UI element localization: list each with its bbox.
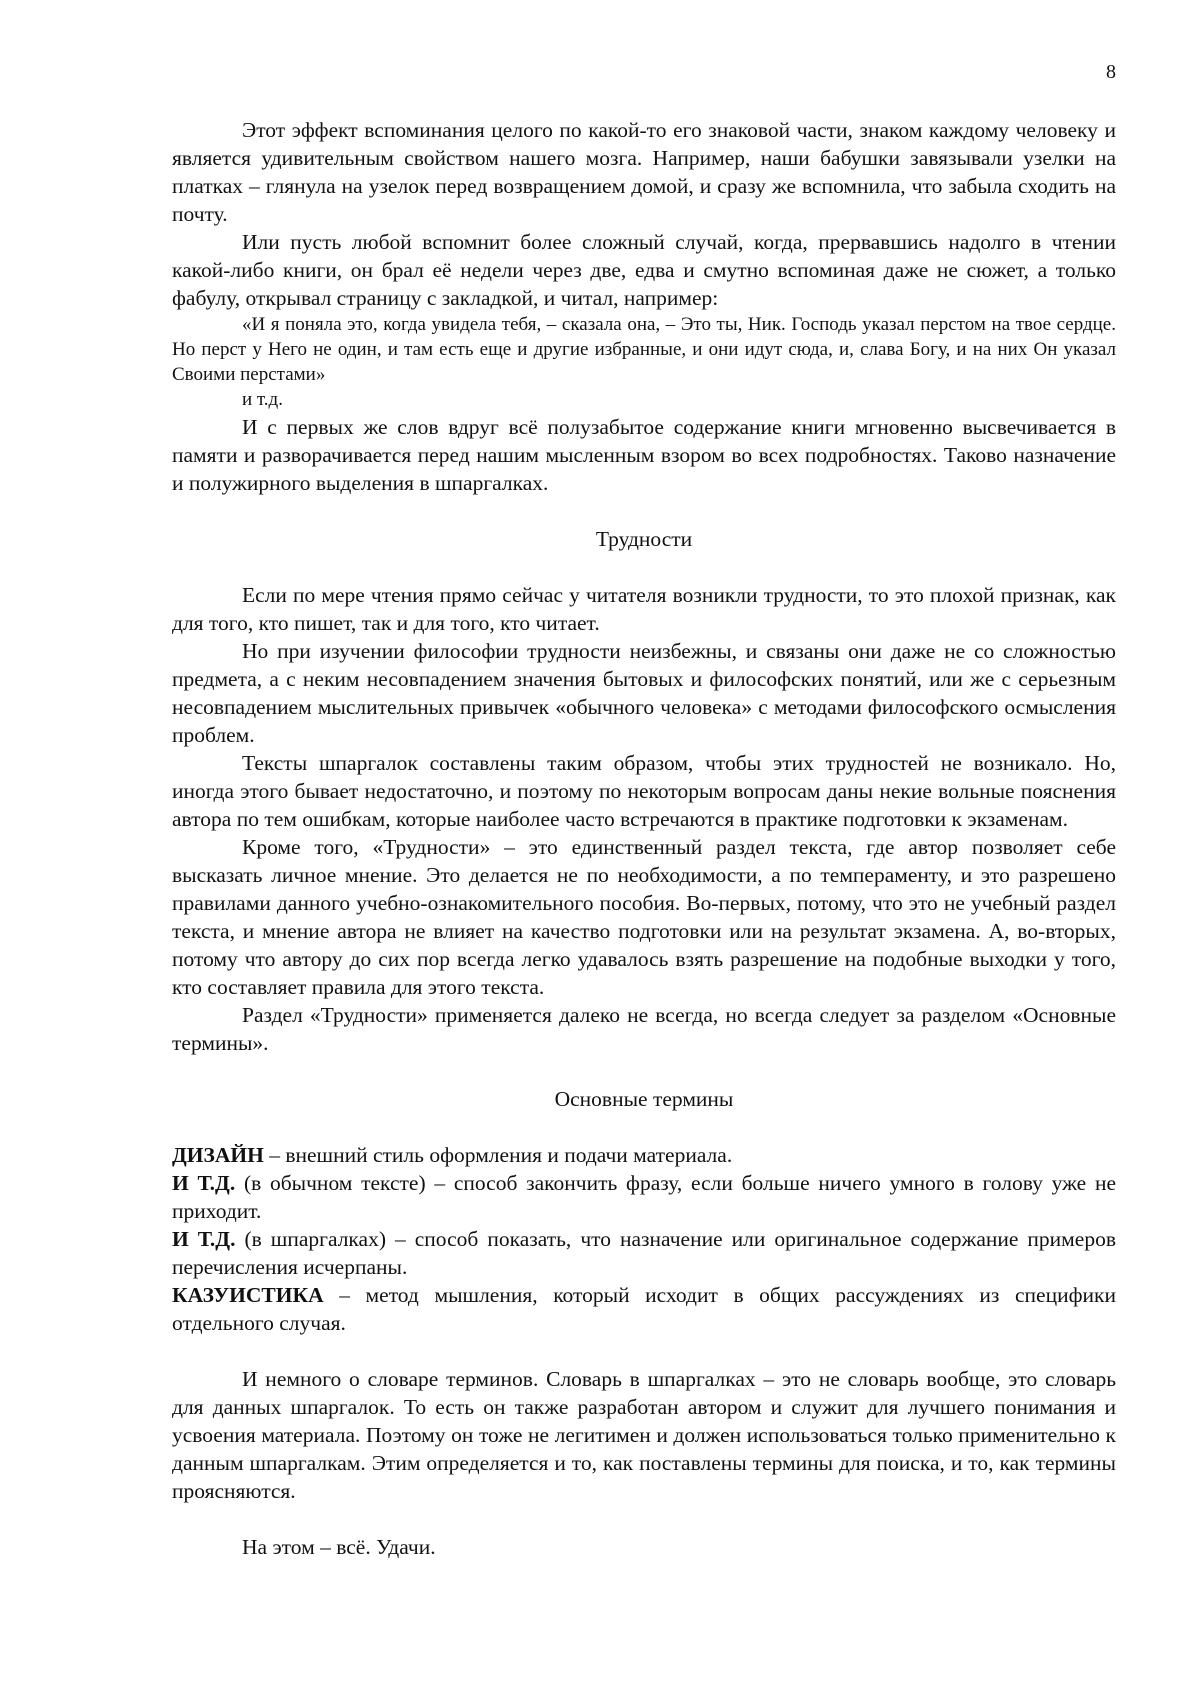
- term-entry: [172, 1141, 1116, 1169]
- term-definition: – метод мышления, который исходит в общих рассуждениях из специфики отдельного случая.: [172, 1283, 1116, 1335]
- term-list: [172, 1141, 1116, 1337]
- quote-continuation: и т.д.: [242, 389, 283, 410]
- paragraph: Кроме того, «Трудности» – это единственный раздел текста, где автор позволяет себе высказать личное мнение. Это делается не по необходимости, а по темпераменту, и это разрешено правилами данного учебно-ознакомительного пособия. Во-первых, потому, что это не учебный раздел текста, и мнение автора не влияет на качество подготовки или на результат экзамена. А, во-вторых, потому что автору до сих пор всегда легко удавалось взять разрешение на подобные выходки у того, кто составляет правила для этого текста.: [172, 835, 1116, 999]
- term-definition: – внешний стиль оформления и подачи материала.: [263, 1143, 733, 1167]
- section-heading-difficulties: Трудности: [595, 527, 693, 551]
- section-heading-terms: Основные термины: [554, 1087, 734, 1111]
- paragraph: Раздел «Трудности» применяется далеко не всегда, но всегда следует за разделом «Основные термины».: [172, 1003, 1116, 1055]
- term-entry: [172, 1225, 1116, 1281]
- paragraph: Но при изучении философии трудности неизбежны, и связаны они даже не со сложностью предмета, а с неким несовпадением значения бытовых и философских понятий, или же с серьезным несовпадением мыслительных привычек «обычного человека» с методами философского осмысления проблем.: [172, 639, 1116, 747]
- paragraph: Этот эффект вспоминания целого по какой-то его знаковой части, знаком каждому человеку и является удивительным свойством нашего мозга. Например, наши бабушки завязывали узелки на платках – глянула на узелок перед возвращением домой, и сразу же вспомнила, что забыла сходить на почту.: [172, 118, 1116, 226]
- term-name: КАЗУИСТИКА: [172, 1283, 324, 1307]
- term-name: И Т.Д.: [172, 1227, 236, 1251]
- book-quote: «И я поняла это, когда увидела тебя, – сказала она, – Это ты, Ник. Господь указал перстом на твое сердце. Но перст у Него не один, и там есть еще и другие избранные, и они идут сюда, и, слава Богу, и на них Он указал Своими перстами»: [172, 314, 1116, 385]
- term-definition: (в обычном тексте) – способ закончить фразу, если больше ничего умного в голову уже не приходит.: [172, 1171, 1116, 1223]
- term-entry: [172, 1281, 1116, 1337]
- term-definition: (в шпаргалках) – способ показать, что назначение или оригинальное содержание примеров перечисления исчерпаны.: [172, 1227, 1116, 1279]
- term-name: И Т.Д.: [172, 1171, 236, 1195]
- paragraph: Или пусть любой вспомнит более сложный случай, когда, прервавшись надолго в чтении какой-либо книги, он брал её недели через две, едва и смутно вспоминая даже не сюжет, а только фабулу, открывал страницу с закладкой, и читал, например:: [172, 230, 1116, 310]
- farewell-line: На этом – всё. Удачи.: [242, 1535, 436, 1559]
- paragraph: Если по мере чтения прямо сейчас у читателя возникли трудности, то это плохой признак, как для того, кто пишет, так и для того, кто читает.: [172, 583, 1116, 635]
- paragraph: Тексты шпаргалок составлены таким образом, чтобы этих трудностей не возникало. Но, иногда этого бывает недостаточно, и поэтому по некоторым вопросам даны некие вольные пояснения автора по тем ошибкам, которые наиболее часто встречаются в практике подготовки к экзаменам.: [172, 751, 1116, 831]
- page-number: 8: [1106, 61, 1116, 83]
- page-body: [172, 116, 1116, 1561]
- paragraph: И с первых же слов вдруг всё полузабытое содержание книги мгновенно высвечивается в памяти и разворачивается перед нашим мысленным взором во всех подробностях. Таково назначение и полужирного выделения в шпаргалках.: [172, 415, 1116, 495]
- term-name: ДИЗАЙН: [172, 1143, 264, 1167]
- paragraph: И немного о словаре терминов. Словарь в шпаргалках – это не словарь вообще, это словарь для данных шпаргалок. То есть он также разработан автором и служит для лучшего понимания и усвоения материала. Поэтому он тоже не легитимен и должен использоваться только применительно к данным шпаргалкам. Этим определяется и то, как поставлены термины для поиска, и то, как термины проясняются.: [172, 1367, 1116, 1503]
- term-entry: [172, 1169, 1116, 1225]
